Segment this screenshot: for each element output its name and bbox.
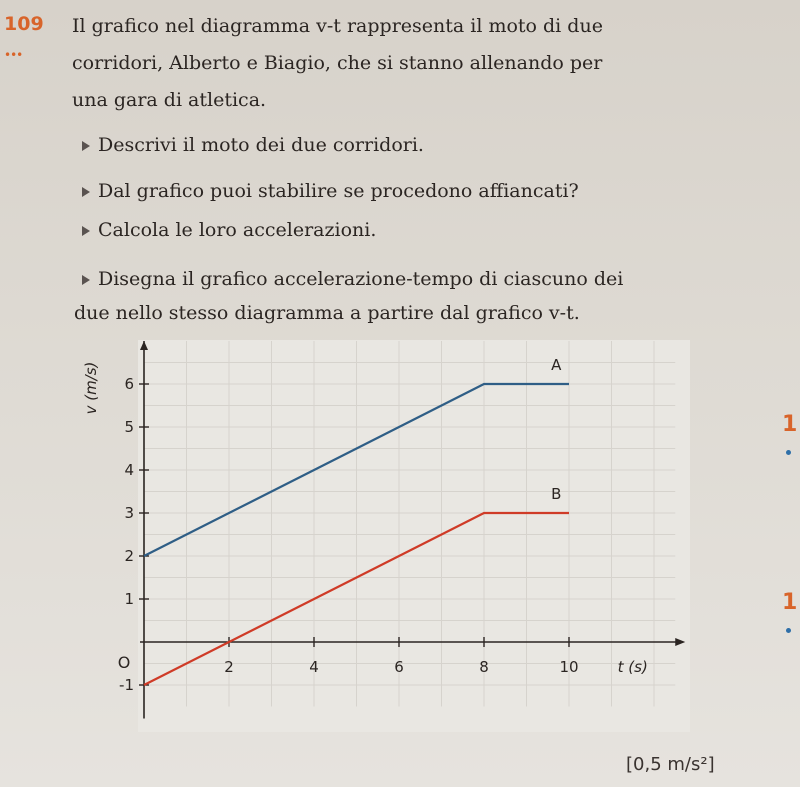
task-text-continued: due nello stesso diagramma a partire dal grafico v-t. xyxy=(74,302,580,324)
margin-mark: 1 xyxy=(782,590,798,615)
y-axis-label: v (m/s) xyxy=(82,361,100,415)
y-tick-label: 4 xyxy=(124,461,134,479)
y-tick-label: 3 xyxy=(124,504,134,522)
y-tick-label: -1 xyxy=(119,676,134,694)
intro-line: una gara di atletica. xyxy=(72,89,267,111)
x-axis-label: t (s) xyxy=(617,658,648,676)
origin-label: O xyxy=(117,653,131,672)
margin-dot xyxy=(786,628,791,633)
task-text: Calcola le loro accelerazioni. xyxy=(98,219,377,241)
intro-line: Il grafico nel diagramma v-t rappresenta il moto di due xyxy=(72,15,603,37)
task-text: Dal grafico puoi stabilire se procedono affiancati? xyxy=(98,180,579,202)
intro-line: corridori, Alberto e Biagio, che si stanno allenando per xyxy=(72,52,603,74)
task-text: Descrivi il moto dei due corridori. xyxy=(98,134,424,156)
x-tick-label: 4 xyxy=(309,658,319,676)
answer-hint: [0,5 m/s²] xyxy=(626,754,715,775)
margin-dot xyxy=(786,450,791,455)
problem-number: 109 xyxy=(4,13,44,35)
x-tick-label: 2 xyxy=(224,658,234,676)
task-text: Disegna il grafico accelerazione-tempo di ciascuno dei xyxy=(98,268,624,290)
x-tick-label: 10 xyxy=(559,658,579,676)
x-tick-label: 6 xyxy=(394,658,404,676)
difficulty-dots: ••• xyxy=(4,48,23,62)
y-tick-label: 2 xyxy=(124,547,134,565)
x-tick-label: 8 xyxy=(479,658,489,676)
y-tick-label: 5 xyxy=(124,418,134,436)
series-label-a: A xyxy=(551,356,562,374)
y-tick-label: 1 xyxy=(124,590,134,608)
series-label-b: B xyxy=(551,485,562,503)
y-tick-label: 6 xyxy=(124,375,134,393)
chart-background xyxy=(138,340,690,732)
margin-mark: 1 xyxy=(782,412,798,437)
